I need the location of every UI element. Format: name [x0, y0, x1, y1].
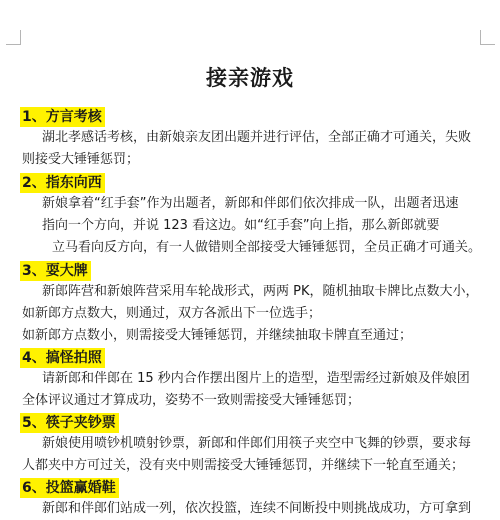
section-text-line: 如新郎方点数小，则需接受大锤锤惩罚，并继续抽取卡牌直至通过；	[22, 328, 413, 343]
document-title: 接亲游戏	[206, 66, 294, 90]
page-corner-mark-left	[6, 30, 21, 45]
section-text-line: 指向一个方向，并说 123 看这边。如“红手套”向上指，那么新郎就要	[42, 218, 440, 233]
section-heading: 1、方言考核	[20, 107, 105, 127]
section-basketball-shoes	[20, 477, 490, 520]
section-text-line: 新娘使用喷钞机喷射钞票，新郎和伴郎们用筷子夹空中飞舞的钞票，要求每	[42, 436, 472, 451]
section-funny-photo	[20, 347, 490, 412]
section-text-line: 新郎阵营和新娘阵营采用车轮战形式，两两 PK，随机抽取卡牌比点数大小，	[42, 284, 479, 299]
section-dialect-test	[20, 106, 490, 171]
section-text-line: 新娘拿着“红手套”作为出题者，新郎和伴郎们依次排成一队，出题者迅速	[42, 196, 459, 211]
section-heading: 3、耍大牌	[20, 261, 91, 281]
section-heading: 6、投篮赢婚鞋	[20, 478, 119, 498]
section-text-line: 则接受大锤锤惩罚；	[22, 152, 140, 167]
section-heading: 5、筷子夹钞票	[20, 413, 119, 433]
section-text-line: 请新郎和伴郎在 15 秒内合作摆出图片上的造型，造型需经过新娘及伴娘团	[42, 371, 470, 386]
section-point-east-look-west	[20, 172, 490, 259]
section-heading: 4、搞怪拍照	[20, 348, 105, 368]
section-text-line: 全体评议通过才算成功，姿势不一致则需接受大锤锤惩罚；	[22, 393, 361, 408]
section-text-line: 立马看向反方向，有一人做错则全部接受大锤锤惩罚，全员正确才可通关。	[52, 240, 482, 255]
section-text-line: 如新郎方点数大，则通过，双方各派出下一位选手；	[22, 306, 322, 321]
section-chopsticks-money	[20, 412, 490, 477]
section-text-line: 新郎和伴郎们站成一列，依次投篮，连续不间断投中则挑战成功，方可拿到	[42, 501, 472, 516]
page-corner-mark-right	[480, 30, 495, 45]
section-text-line: 湖北孝感话考核，由新娘亲友团出题并进行评估，全部正确才可通关，失败	[42, 130, 472, 145]
section-heading: 2、指东向西	[20, 173, 105, 193]
section-text-line: 人都夹中方可过关，没有夹中则需接受大锤锤惩罚，并继续下一轮直至通关；	[22, 458, 465, 473]
section-big-card	[20, 260, 490, 347]
